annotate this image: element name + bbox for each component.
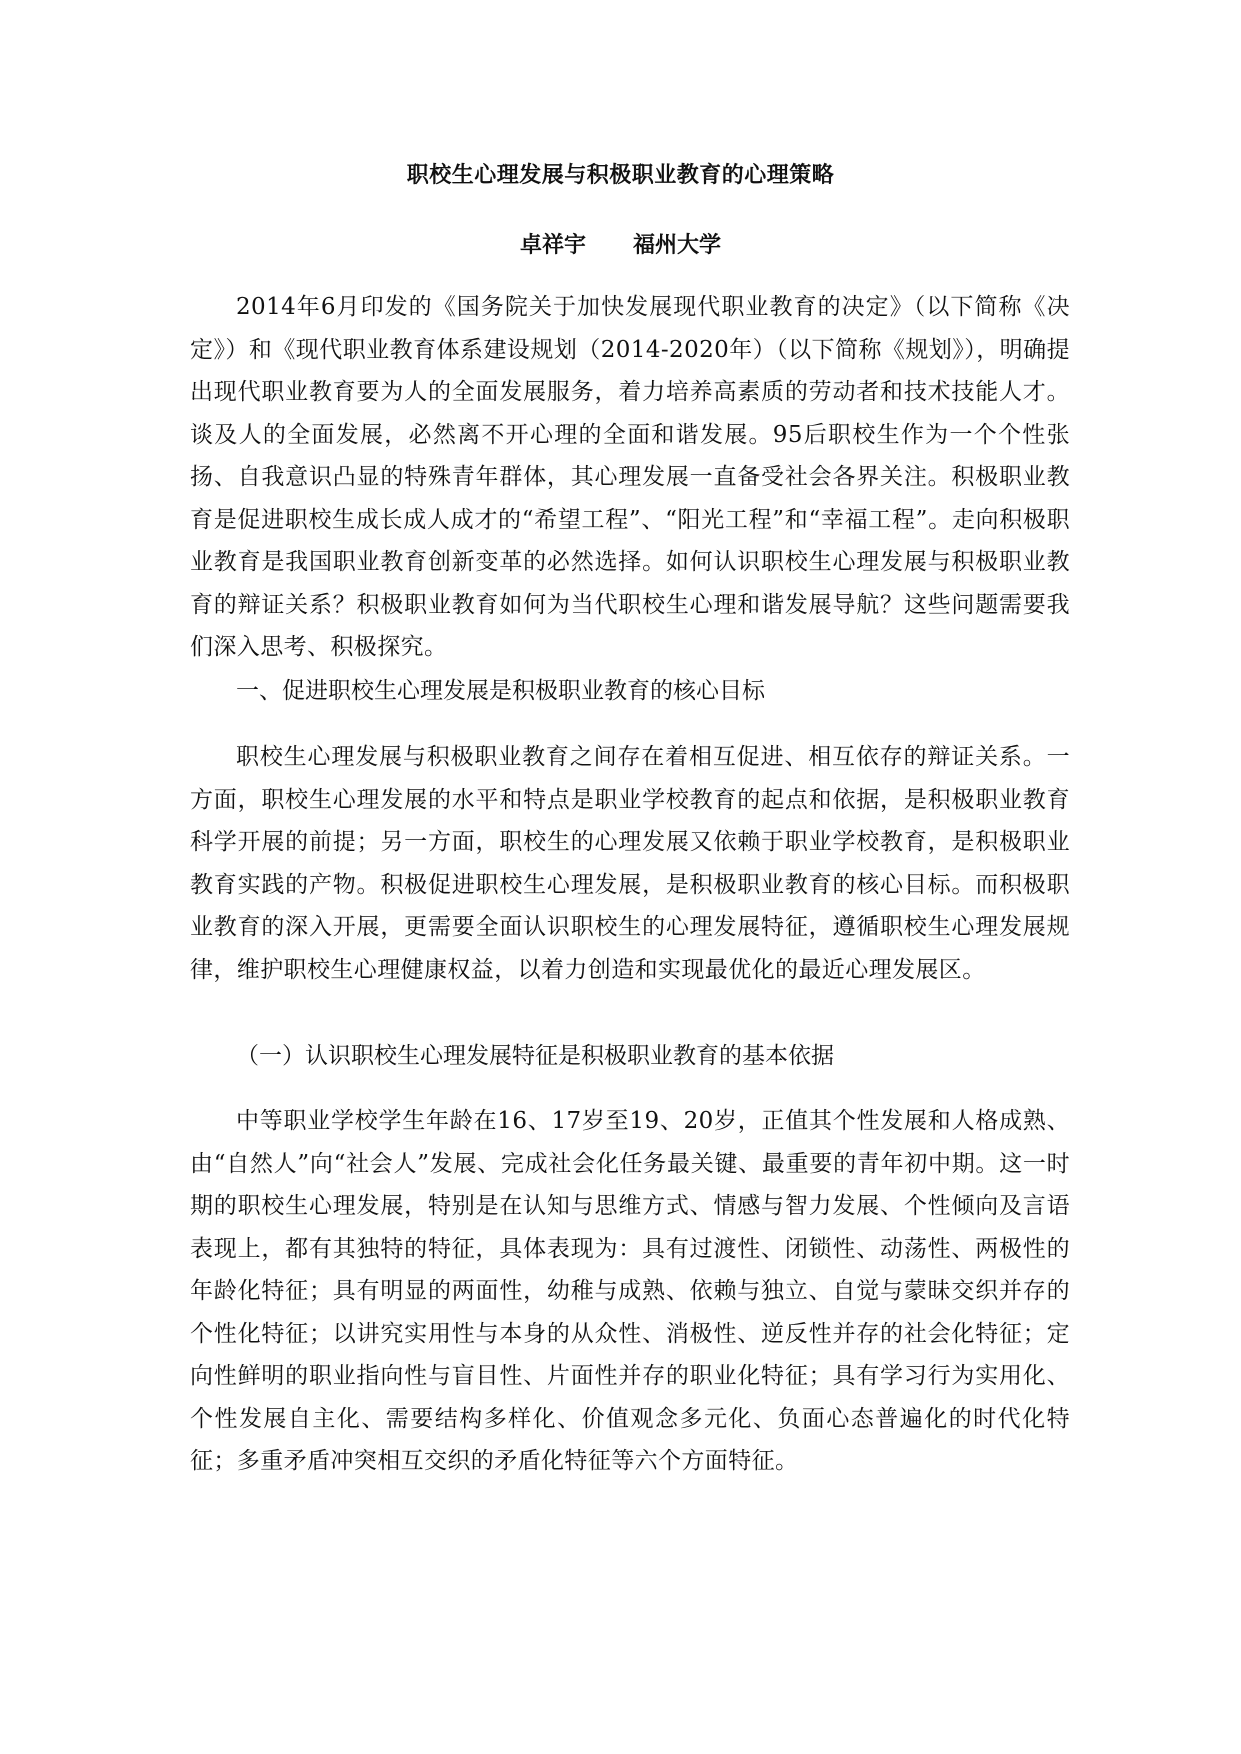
section-heading-1: 一、促进职校生心理发展是积极职业教育的核心目标: [236, 678, 765, 704]
section-1-paragraph: 职校生心理发展与积极职业教育之间存在着相互促进、相互依存的辩证关系。一方面，职校生心理发展的水平和特点是职业学校教育的起点和依据，是积极职业教育科学开展的前提；另一方面，职校生的心理发展又依赖于职业学校教育，是积极职业教育实践的产物。积极促进职校生心理发展，是积极职业教育的核心目标。而积极职业教育的深入开展，更需要全面认识职校生的心理发展特征，遵循职校生心理发展规律，维护职校生心理健康权益，以着力创造和实现最优化的最近心理发展区。: [190, 744, 1070, 983]
subsection-1-paragraph: 中等职业学校学生年龄在16、17岁至19、20岁，正值其个性发展和人格成熟、由“自然人”向“社会人”发展、完成社会化任务最关键、最重要的青年初中期。这一时期的职校生心理发展，特别是在认知与思维方式、情感与智力发展、个性倾向及言语表现上，都有其独特的特征，具体表现为：具有过渡性、闭锁性、动荡性、两极性的年龄化特征；具有明显的两面性，幼稚与成熟、依赖与独立、自觉与蒙昧交织并存的个性化特征；以讲究实用性与本身的从众性、消极性、逆反性并存的社会化特征；定向性鲜明的职业指向性与盲目性、片面性并存的职业化特征；具有学习行为实用化、个性发展自主化、需要结构多样化、价值观念多元化、负面心态普遍化的时代化特征；多重矛盾冲突相互交织的矛盾化特征等六个方面特征。: [190, 1108, 1070, 1474]
document-title: 职校生心理发展与积极职业教育的心理策略: [406, 162, 835, 188]
author-line: 卓祥宇 福州大学: [520, 232, 721, 258]
subsection-heading-1: （一）认识职校生心理发展特征是积极职业教育的基本依据: [236, 1043, 834, 1069]
intro-paragraph: 2014年6月印发的《国务院关于加快发展现代职业教育的决定》（以下简称《决定》）和《现代职业教育体系建设规划（2014-2020年）（以下简称《规划》），明确提出现代职业教育要为人的全面发展服务，着力培养高素质的劳动者和技术技能人才。谈及人的全面发展，必然离不开心理的全面和谐发展。95后职校生作为一个个性张扬、自我意识凸显的特殊青年群体，其心理发展一直备受社会各界关注。积极职业教育是促进职校生成长成人成才的“希望工程”、“阳光工程”和“幸福工程”。走向积极职业教育是我国职业教育创新变革的必然选择。如何认识职校生心理发展与积极职业教育的辩证关系？积极职业教育如何为当代职校生心理和谐发展导航？这些问题需要我们深入思考、积极探究。: [190, 294, 1070, 660]
